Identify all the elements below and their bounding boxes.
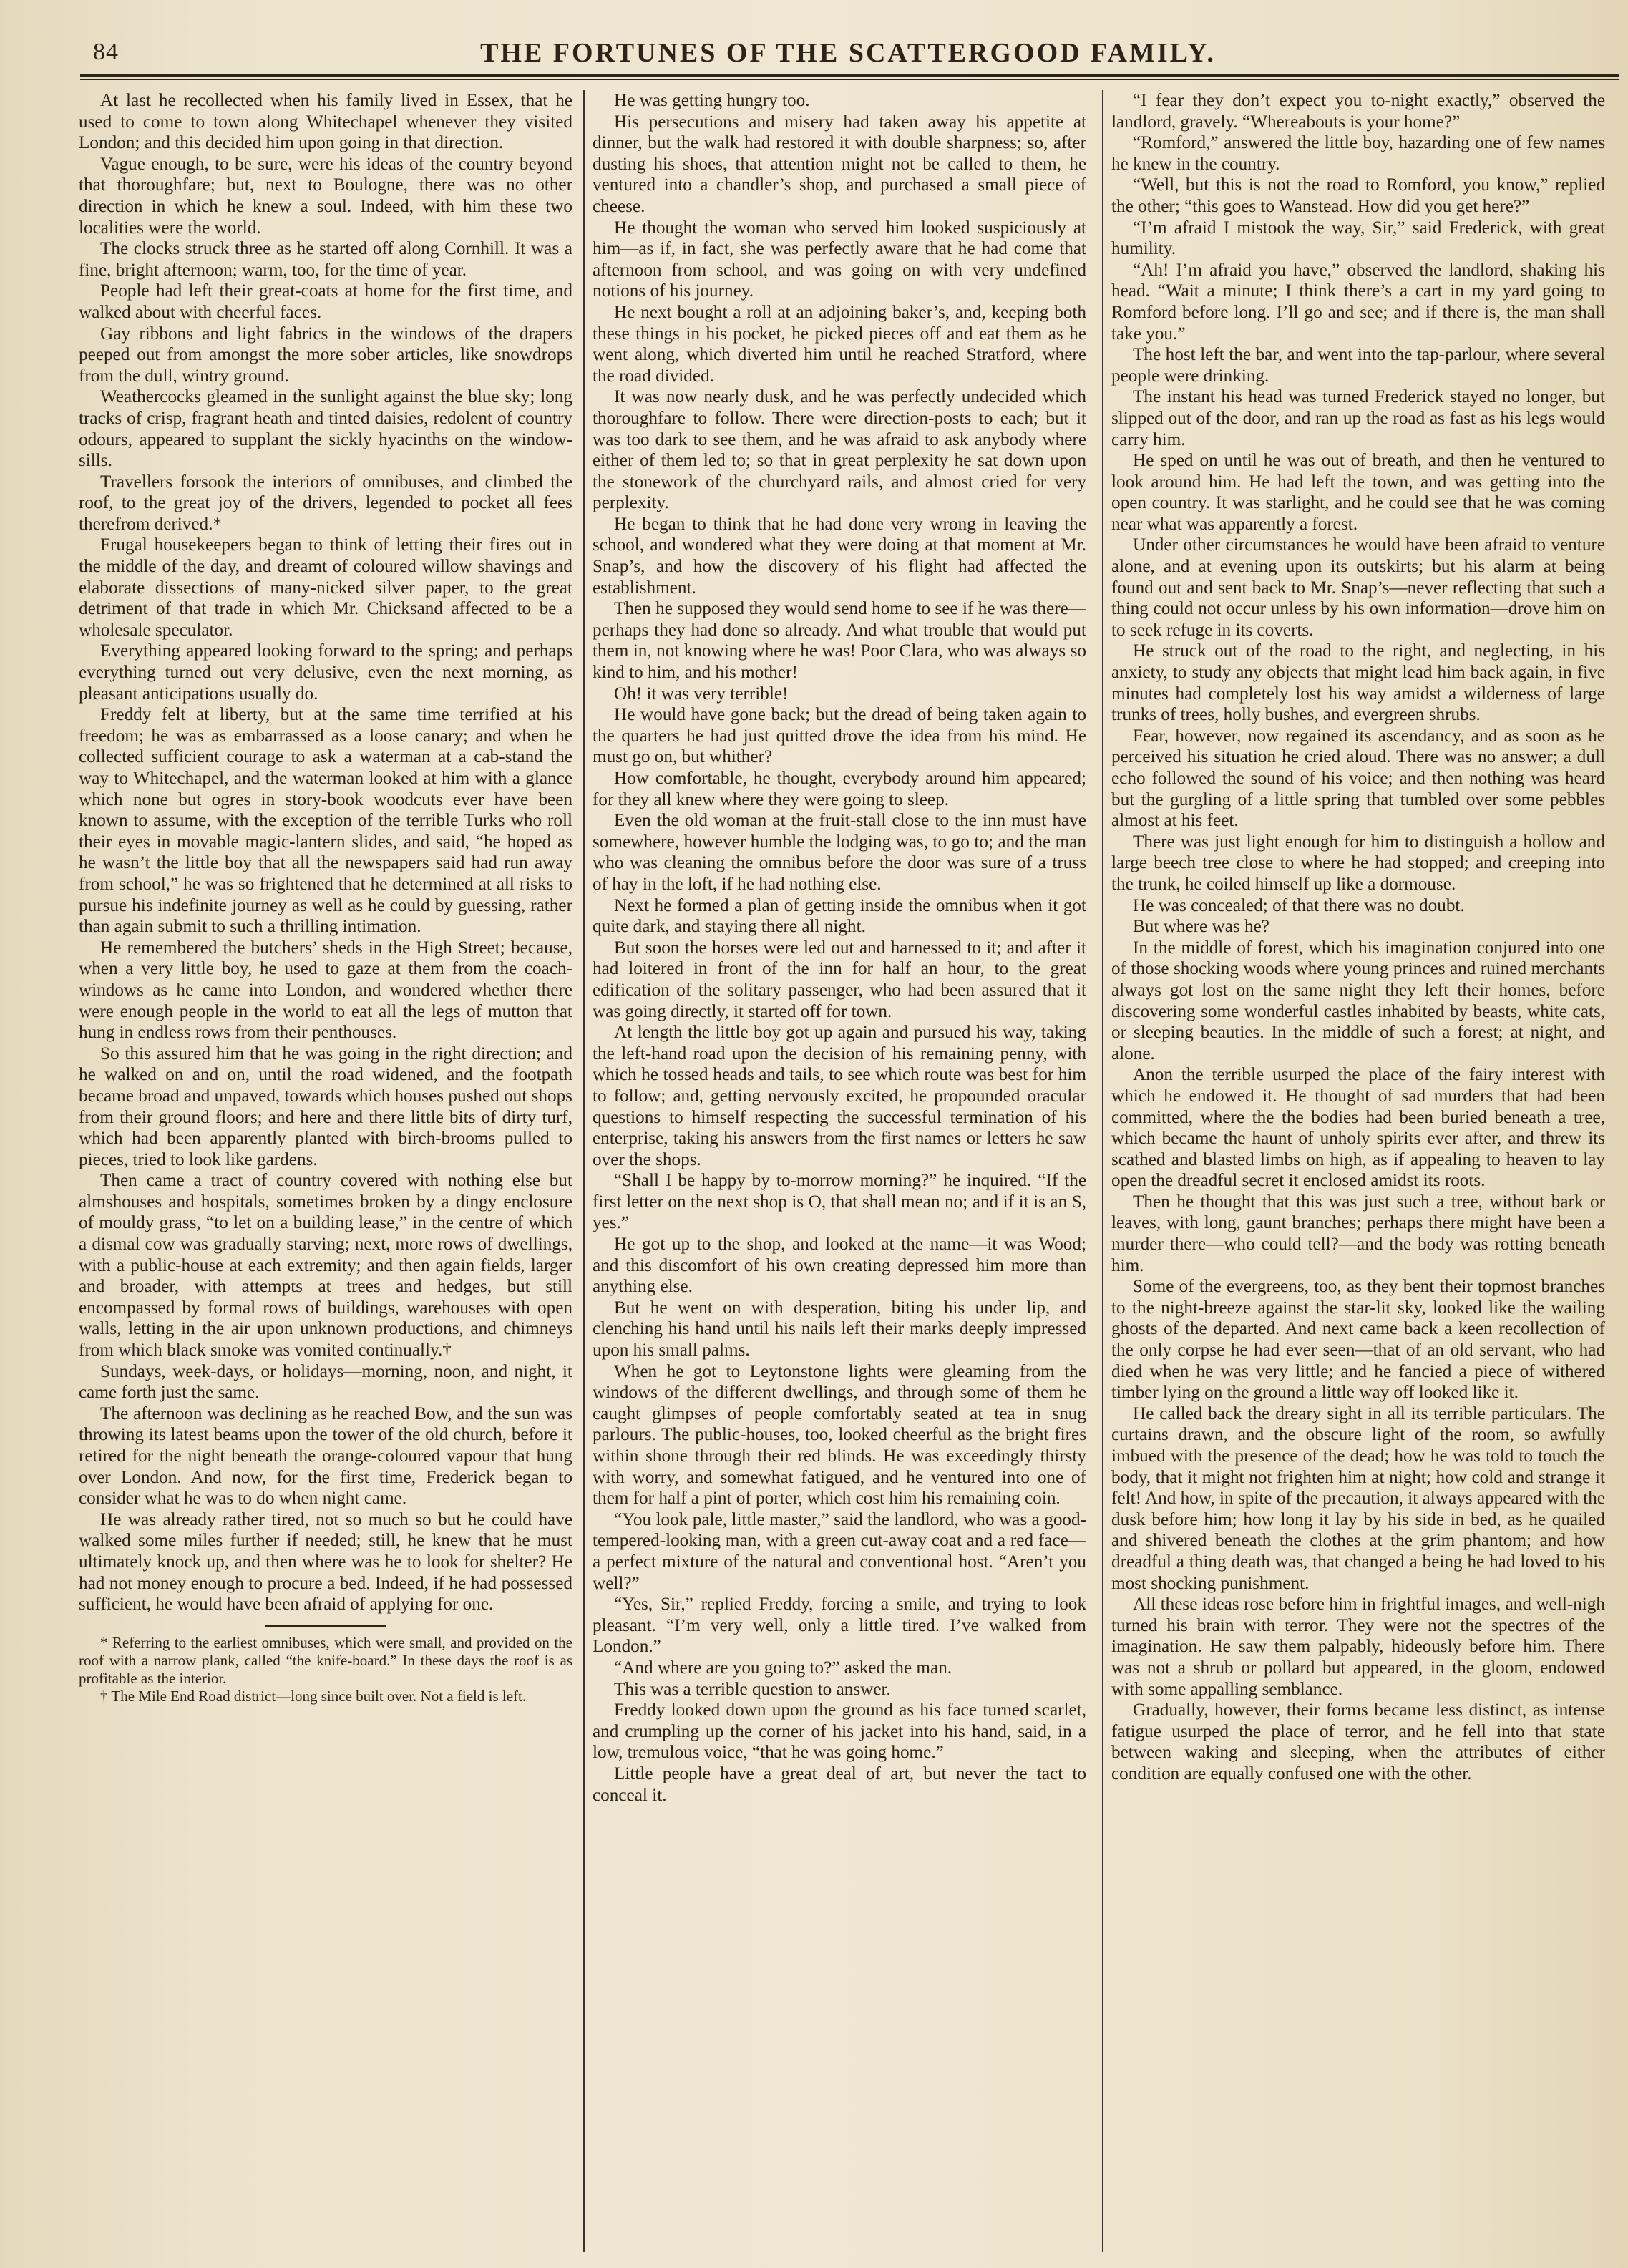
paragraph: Then he supposed they would send home to see if he was there—perhaps they had done so already. And what trouble that would put them in, not knowing where he was! Poor Clara, who was always so kind to him, and his mother! [593,599,1086,683]
paragraph: He began to think that he had done very wrong in leaving the school, and wondered what they were doing at that moment at Mr. Snap’s, and how the discovery of his flight had affected the establishment. [593,514,1086,598]
column-divider [583,90,585,2252]
page-header [79,34,1617,74]
paragraph: The instant his head was turned Frederick stayed no longer, but slipped out of the door, and ran up the road as fast as his legs would carry him. [1111,387,1605,449]
paragraph: He next bought a roll at an adjoining baker’s, and, keeping both these things in his pocket, he picked pieces off and eat them as he went along, which diverted him until he reached Stratford, where the road divided. [593,302,1086,386]
paragraph: It was now nearly dusk, and he was perfectly undecided which thoroughfare to follow. There were direction-posts to each; but it was too dark to see them, and he was afraid to ask anybody where either of them led to; so that in great perplexity he sat down upon the stonework of the churchyard rails, and almost cried for very perplexity. [593,387,1086,513]
footnote: † The Mile End Road district—long since built over. Not a field is left. [100,1687,527,1705]
paragraph: Even the old woman at the fruit-stall close to the inn must have somewhere, however humble the lodging was, to go to; and the man who was cleaning the omnibus before the door was sure of a truss of hay in the loft, if he had nothing else. [593,811,1086,894]
paragraph: Travellers forsook the interiors of omnibuses, and climbed the roof, to the great joy of the drivers, legended to pocket all fees therefrom derived.* [79,472,572,534]
paragraph: “You look pale, little master,” said the landlord, who was a good-tempered-looking man, with a green cut-away coat and a red face—a perfect mixture of the natural and conventional host. “Aren’t you well?” [593,1509,1086,1593]
paragraph: “And where are you going to?” asked the man. [614,1658,952,1678]
paragraph: “I fear they don’t expect you to-night exactly,” observed the landlord, gravely. “Whereabouts is your home?” [1111,91,1605,132]
running-title: THE FORTUNES OF THE SCATTERGOOD FAMILY. [480,38,1216,68]
text-column-3 [1111,90,1605,2252]
paragraph: When he got to Leytonstone lights were gleaming from the windows of the different dwellings, and through some of them he caught glimpses of people comfortably seated at tea in snug parlours. The public-houses, too, looked cheerful as the bright fires within shone through their red blinds. He was exceedingly thirsty with worry, and somewhat fatigued, and he ventured into one of them for half a pint of porter, which cost him his remaining coin. [593,1361,1086,1509]
paragraph: At last he recollected when his family lived in Essex, that he used to come to town along Whitechapel whenever they visited London; and this decided him upon going in that direction. [79,91,572,153]
paragraph: But where was he? [1133,917,1269,937]
paragraph: Some of the evergreens, too, as they bent their topmost branches to the night-breeze against the star-lit sky, looked like the wailing ghosts of the departed. And next came back a keen recollection of the only corpse he had ever seen—that of an old servant, who had died when he was very little; and he fancied a piece of withered timber lying on the ground a little way off looked like it. [1111,1277,1605,1403]
paragraph: How comfortable, he thought, everybody around him appeared; for they all knew where they were going to sleep. [593,769,1086,809]
paragraph: The clocks struck three as he started off along Cornhill. It was a fine, bright afternoon; warm, too, for the time of year. [79,239,572,280]
paragraph: “I’m afraid I mistook the way, Sir,” said Frederick, with great humility. [1111,218,1605,259]
paragraph: Sundays, week-days, or holidays—morning, noon, and night, it came forth just the same. [79,1361,572,1403]
paragraph: At length the little boy got up again and pursued his way, taking the left-hand road upon the decision of his remaining penny, with which he tossed heads and tails, to see which route was best for him to follow; and, getting nervously excited, he propounded oracular questions to himself respecting the successful termination of his enterprise, taking his answers from the first names or letters he saw over the shops. [593,1023,1086,1169]
column-divider [1102,90,1103,2252]
paragraph: The host left the bar, and went into the tap-parlour, where several people were drinking. [1111,345,1605,386]
paragraph: He sped on until he was out of breath, and then he ventured to look around him. He had left the town, and was getting into the open country. It was starlight, and he could see that he was coming near what was apparently a forest. [1111,451,1605,534]
paragraph: Frugal housekeepers began to think of letting their fires out in the middle of the day, and dreamt of coloured willow shavings and elaborate dissections of many-nicked silver paper, to the great detriment of that trade in which Mr. Chicksand affected to be a wholesale speculator. [79,535,572,640]
paragraph: He was concealed; of that there was no doubt. [1133,895,1465,915]
paragraph: His persecutions and misery had taken away his appetite at dinner, but the walk had restored it with double sharpness; so, after dusting his shoes, that attention might not be called to them, he ventured into a chandler’s shop, and purchased a small piece of cheese. [593,112,1086,216]
paragraph: Vague enough, to be sure, were his ideas of the country beyond that thoroughfare; but, next to Boulogne, there was no other direction in which he knew a soul. Indeed, with him these two localities were the world. [79,154,572,238]
paragraph: “Ah! I’m afraid you have,” observed the landlord, shaking his head. “Wait a minute; I think there’s a cart in my yard going to Romford before long. I’ll go and see; and if there is, the man shall take you.” [1111,260,1605,344]
paragraph: He was already rather tired, not so much so but he could have walked some miles further if needed; still, he knew that he must ultimately knock up, and then where was he to look for shelter? He had not money enough to procure a bed. Indeed, if he had possessed sufficient, he would have been afraid of applying for one. [79,1509,572,1615]
paragraph: Under other circumstances he would have been afraid to venture alone, and at evening upon its outskirts; but his alarm at being found out and sent back to Mr. Snap’s—never reflecting that such a thing could not occur unless by his own information—drove him on to seek refuge in its coverts. [1111,535,1605,640]
paragraph: Weathercocks gleamed in the sunlight against the blue sky; long tracks of crisp, fragrant heath and tinted daisies, redolent of country odours, appeared to supplant the sickly hyacinths on the window-sills. [79,387,572,471]
paragraph: Oh! it was very terrible! [614,683,789,704]
text-column-2 [593,90,1086,2252]
paragraph: He thought the woman who served him looked suspiciously at him—as if, in fact, she was perfectly aware that he had come that afternoon from school, and was going on with very undefined notions of his journey. [593,218,1086,301]
paragraph: Then he thought that this was just such a tree, without bark or leaves, with long, gaunt branches; perhaps there might have been a murder there—who could tell?—and the body was rotting beneath him. [1111,1192,1605,1275]
paragraph: Next he formed a plan of getting inside the omnibus when it got quite dark, and staying there all night. [593,895,1086,937]
paragraph: Freddy looked down upon the ground as his face turned scarlet, and crumpling up the corner of his jacket into his hand, said, in a low, tremulous voice, “that he was going home.” [593,1700,1086,1763]
paragraph: He called back the dreary sight in all its terrible particulars. The curtains drawn, and the obscure light of the room, so awfully imbued with the presence of the dead; how he was told to touch the body, that it might not frighten him at night; how cold and strange it felt! And how, in spite of the precaution, it always appeared with the dusk before him; how long it lay by his side in bed, as he quailed and shivered beneath the clothes at the grim phantom; and how dreadful a thing death was, that changed a being he had loved to his most shocking punishment. [1111,1403,1605,1593]
paragraph: Gay ribbons and light fabrics in the windows of the drapers peeped out from amongst the more sober articles, like snowdrops from the dull, wintry ground. [79,323,572,386]
paragraph: Anon the terrible usurped the place of the fairy interest with which he endowed it. He thought of sad murders that had been committed, where the the bodies had been buried beneath a tree, which became the haunt of unholy spirits ever after, and threw its scathed and blasted limbs on high, as if appealing to heaven to lay open the dreadful secret it enclosed amidst its roots. [1111,1065,1605,1191]
header-rule [80,74,1619,80]
paragraph: There was just light enough for him to distinguish a hollow and large beech tree close to where he had stopped; and creeping into the trunk, he coiled himself up like a dormouse. [1111,832,1605,894]
text-column-1 [79,90,572,2252]
paragraph: So this assured him that he was going in the right direction; and he walked on and on, until the road widened, and the footpath became broad and unpaved, towards which houses pushed out shops from their ground floors; and here and there little bits of dirty turf, which had been apparently planted with birch-brooms pulled to pieces, tried to look like gardens. [79,1043,572,1169]
paragraph: Then came a tract of country covered with nothing else but almshouses and hospitals, sometimes broken by a dingy enclosure of mouldy grass, “to let on a building lease,” in the centre of which a dismal cow was gradually starving; next, more rows of dwellings, with a public-house at each extremity; and then again fields, larger and broader, with attempts at trees and hedges, but still encompassed by formal rows of buildings, warehouses with open walls, letting in the air upon unknown productions, and chimneys from which black smoke was vomited continually.† [79,1171,572,1361]
paragraph: Everything appeared looking forward to the spring; and perhaps everything turned out very delusive, even the next morning, as pleasant anticipations usually do. [79,641,572,704]
paragraph: He remembered the butchers’ sheds in the High Street; because, when a very little boy, he used to gaze at them from the coach-windows as he came into London, and wondered whether there were enough people in the world to eat all the legs of mutton that hung in endless rows from their penthouses. [79,938,572,1043]
paragraph: Gradually, however, their forms became less distinct, as intense fatigue usurped the place of terror, and he fell into that state between waking and sleeping, when the attributes of either condition are equally confused one with the other. [1111,1700,1605,1783]
paragraph: Fear, however, now regained its ascendancy, and as soon as he perceived his situation he cried aloud. There was no answer; a dull echo followed the sound of his voice; and then nothing was heard but the gurgling of a little spring that tumbled over some pebbles almost at his feet. [1111,726,1605,831]
paragraph: He got up to the shop, and looked at the name—it was Wood; and this discomfort of his own creating depressed him more than anything else. [593,1235,1086,1297]
paragraph: “Well, but this is not the road to Romford, you know,” replied the other; “this goes to Wanstead. How did you get here?” [1111,175,1605,216]
paragraph: “Romford,” answered the little boy, hazarding one of few names he knew in the country. [1111,133,1605,174]
paragraph: “Shall I be happy by to-morrow morning?” he inquired. “If the first letter on the next shop is O, that shall mean no; and if it is an S, yes.” [593,1171,1086,1233]
page-number: 84 [93,39,119,65]
paragraph: But soon the horses were led out and harnessed to it; and after it had loitered in front of the inn for half an hour, to the great edification of the solitary passenger, who had been assured that it was going directly, it started off for town. [593,938,1086,1021]
paragraph: In the middle of forest, which his imagination conjured into one of those shocking woods where young princes and ruined merchants always got lost on the same night they left their homes, before discovering some wonderful castles inhabited by beasts, white cats, or sleeping beauties. In the middle of such a forest; at night, and alone. [1111,938,1605,1064]
footnote: * Referring to the earliest omnibuses, which were small, and provided on the roof with a narrow plank, called “the knife-board.” In these days the roof is as profitable as the interior. [79,1633,572,1687]
paragraph: People had left their great-coats at home for the first time, and walked about with cheerful faces. [79,281,572,322]
paragraph: All these ideas rose before him in frightful images, and well-nigh turned his brain with terror. They were not the spectres of the imagination. He saw them palpably, hideously before him. There was not a shrub or pollard but appeared, in the gloom, endowed with some appalling semblance. [1111,1595,1605,1699]
paragraph: He would have gone back; but the dread of being taken again to the quarters he had just quitted drove the idea from his mind. He must go on, but whither? [593,705,1086,767]
paragraph: Freddy felt at liberty, but at the same time terrified at his freedom; he was as embarrassed as a loose canary; and when he collected sufficient courage to ask a waterman at a cab-stand the way to Whitechapel, and the waterman looked at him with a glance which none but ogres in story-book woodcuts ever have been known to assume, with the exception of the terrible Turks who roll their eyes in movable magic-lantern slides, and said, “he hoped as he wasn’t the little boy that all the newspapers said had run away from school,” he was so frightened that he determined at all risks to pursue his indefinite journey as well as he could by guessing, rather than again submit to such a thrilling intimation. [79,705,572,937]
paragraph: “Yes, Sir,” replied Freddy, forcing a smile, and trying to look pleasant. “I’m very well, only a little tired. I’ve walked from London.” [593,1595,1086,1657]
paragraph: He struck out of the road to the right, and neglecting, in his anxiety, to study any objects that might lead him back again, in five minutes had completely lost his way amidst a wilderness of large trunks of trees, holly bushes, and evergreen shrubs. [1111,641,1605,725]
paragraph: He was getting hungry too. [614,91,810,110]
paragraph: The afternoon was declining as he reached Bow, and the sun was throwing its latest beams upon the tower of the old church, before it retired for the night beneath the orange-coloured vapour that hung over London. And now, for the first time, Frederick began to consider what he was to do when night came. [79,1403,572,1509]
paragraph: This was a terrible question to answer. [614,1679,891,1699]
footnote-rule [265,1625,386,1627]
paragraph: But he went on with desperation, biting his under lip, and clenching his hand until his nails left their marks deeply impressed upon his small palms. [593,1298,1086,1361]
paragraph: Little people have a great deal of art, but never the tact to conceal it. [593,1763,1086,1805]
